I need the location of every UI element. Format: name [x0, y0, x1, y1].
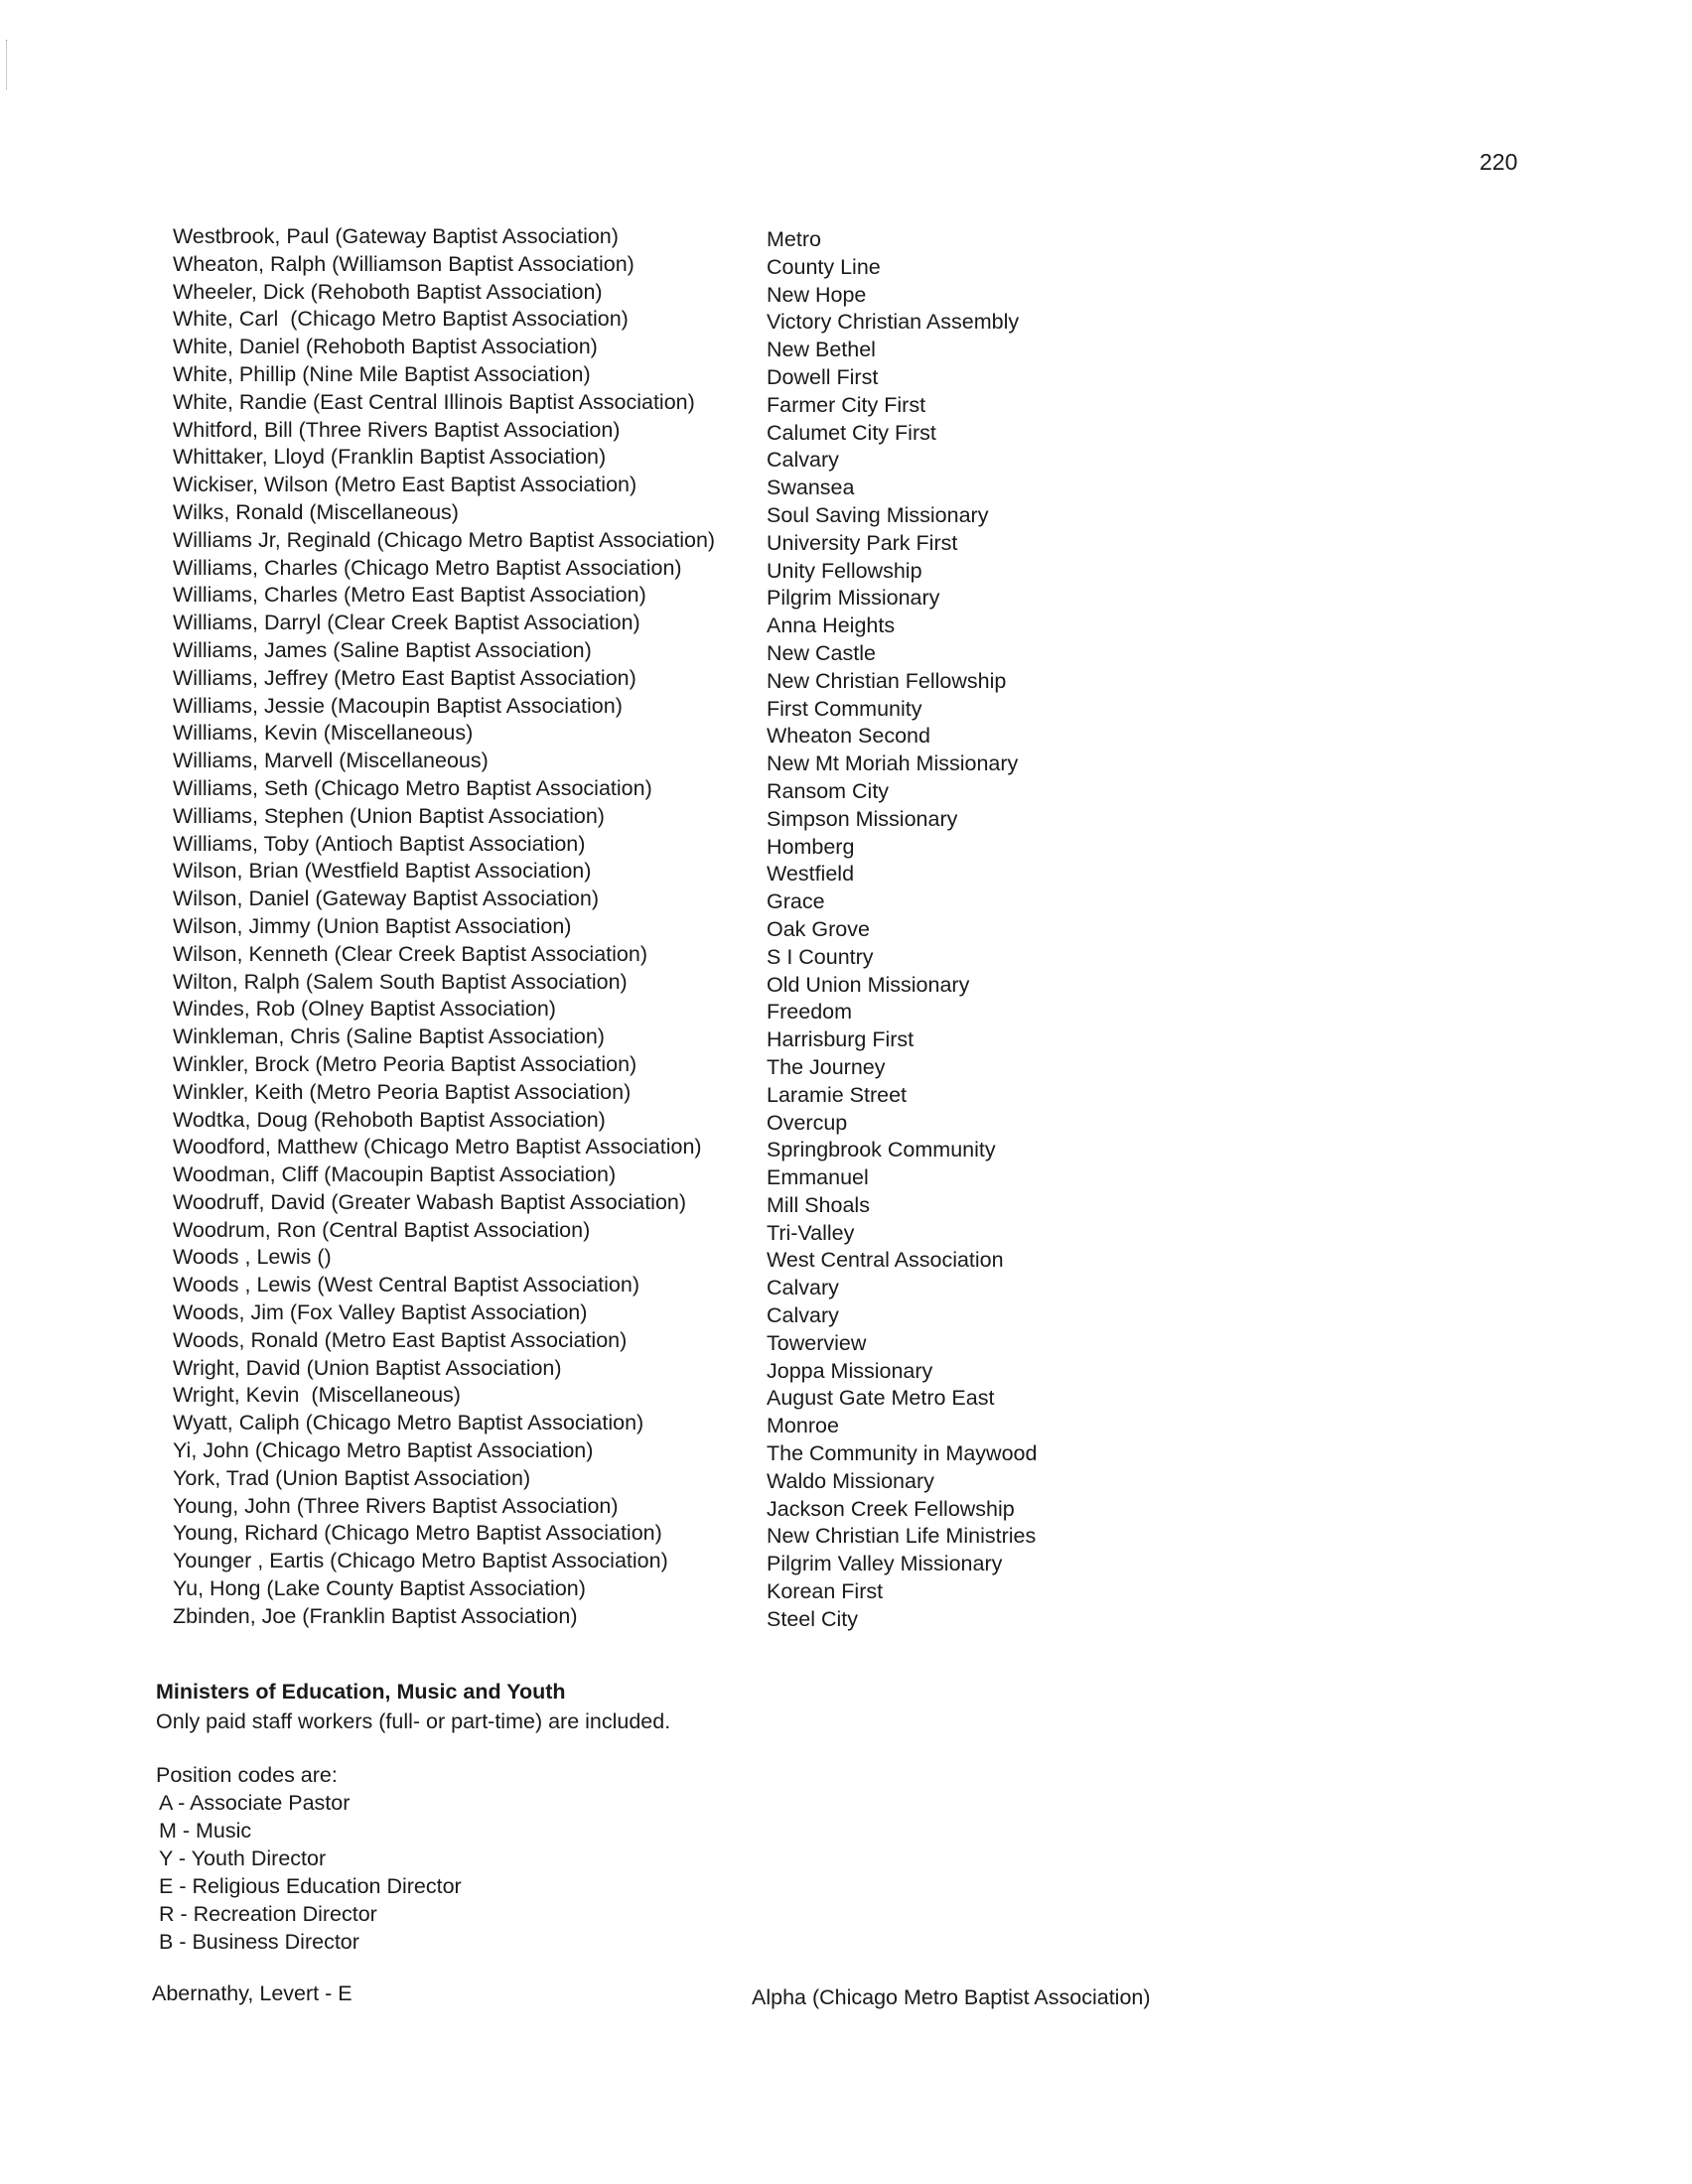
church-name: Laramie Street: [767, 1082, 908, 1107]
church-name: First Community: [767, 696, 922, 721]
church-name: Simpson Missionary: [767, 806, 958, 831]
church-name: Steel City: [767, 1606, 859, 1631]
church-name: Pilgrim Valley Missionary: [767, 1552, 1003, 1576]
pastor-name: Winkler, Brock (Metro Peoria Baptist Association): [173, 1051, 637, 1076]
church-name: Homberg: [767, 834, 855, 859]
church-name: The Journey: [767, 1054, 886, 1079]
church-name: Pilgrim Missionary: [767, 586, 940, 611]
position-codes-intro: Position codes are:: [156, 1763, 338, 1787]
church-name: Westfield: [767, 862, 855, 887]
pastor-name: Williams Jr, Reginald (Chicago Metro Baptist Association): [173, 527, 716, 552]
church-name: Waldo Missionary: [767, 1468, 934, 1493]
pastor-name: Woods , Lewis (): [173, 1245, 332, 1270]
pastor-name: Williams, Charles (Metro East Baptist Association): [173, 583, 646, 608]
church-name: New Mt Moriah Missionary: [767, 751, 1019, 776]
church-name: Joppa Missionary: [767, 1358, 933, 1383]
church-name: Dowell First: [767, 364, 879, 389]
pastor-name: Winkler, Keith (Metro Peoria Baptist Association): [173, 1079, 632, 1104]
pastor-name: Wilson, Jimmy (Union Baptist Association): [173, 913, 572, 938]
pastor-name: Williams, James (Saline Baptist Association): [173, 637, 592, 662]
church-name: Farmer City First: [767, 392, 926, 417]
pastor-name: Westbrook, Paul (Gateway Baptist Association): [173, 224, 619, 248]
church-name: Freedom: [767, 1000, 853, 1024]
church-name: New Hope: [767, 282, 867, 307]
pastor-name: Woods, Ronald (Metro East Baptist Association): [173, 1327, 628, 1352]
church-name: Soul Saving Missionary: [767, 502, 989, 527]
church-name: West Central Association: [767, 1248, 1004, 1273]
position-code: M - Music: [159, 1819, 252, 1843]
church-name: Swansea: [767, 476, 855, 500]
church-name: Victory Christian Assembly: [767, 310, 1020, 335]
pastor-name: Williams, Jeffrey (Metro East Baptist Association): [173, 665, 636, 690]
pastor-name: Wilton, Ralph (Salem South Baptist Association): [173, 969, 628, 994]
church-name: Overcup: [767, 1110, 848, 1135]
church-name: Oak Grove: [767, 916, 870, 941]
church-name: Calumet City First: [767, 420, 936, 445]
pastor-name: Woodford, Matthew (Chicago Metro Baptist Association): [173, 1135, 702, 1160]
pastor-name: Woodrum, Ron (Central Baptist Association): [173, 1217, 591, 1242]
church-name: Tri-Valley: [767, 1220, 855, 1245]
church-name: New Christian Life Ministries: [767, 1524, 1037, 1549]
church-name: Korean First: [767, 1579, 884, 1604]
position-code: R - Recreation Director: [159, 1902, 377, 1926]
pastor-name: Woods, Jim (Fox Valley Baptist Association): [173, 1300, 588, 1325]
pastor-name: Williams, Stephen (Union Baptist Association): [173, 803, 605, 828]
church-name: New Bethel: [767, 338, 876, 362]
position-code: E - Religious Education Director: [159, 1874, 462, 1898]
pastor-name: Williams, Kevin (Miscellaneous): [173, 721, 474, 746]
church-name: Mill Shoals: [767, 1192, 870, 1217]
pastor-name: Wodtka, Doug (Rehoboth Baptist Association): [173, 1107, 606, 1132]
church-name: The Community in Maywood: [767, 1441, 1038, 1466]
position-code: B - Business Director: [159, 1930, 359, 1954]
pastor-name: Yi, John (Chicago Metro Baptist Association): [173, 1438, 594, 1463]
pastor-name: Woodman, Cliff (Macoupin Baptist Association): [173, 1162, 617, 1187]
pastor-name: Whittaker, Lloyd (Franklin Baptist Association): [173, 445, 607, 470]
section-title: Ministers of Education, Music and Youth: [156, 1680, 566, 1704]
pastor-name: Williams, Toby (Antioch Baptist Association): [173, 831, 586, 856]
church-name: Unity Fellowship: [767, 558, 922, 583]
pastor-name: Young, Richard (Chicago Metro Baptist Association): [173, 1521, 662, 1546]
church-name: Metro: [767, 227, 821, 251]
pastor-name: Williams, Darryl (Clear Creek Baptist Association): [173, 611, 640, 635]
church-name: New Christian Fellowship: [767, 668, 1007, 693]
church-name: Calvary: [767, 448, 839, 473]
pastor-name: Younger , Eartis (Chicago Metro Baptist Association): [173, 1549, 668, 1573]
position-codes-list: [159, 1789, 462, 1956]
pastor-name: Wickiser, Wilson (Metro East Baptist Association): [173, 473, 637, 497]
pastor-name: Zbinden, Joe (Franklin Baptist Association): [173, 1603, 578, 1628]
church-name: Wheaton Second: [767, 724, 930, 749]
church-name: University Park First: [767, 530, 958, 555]
church-name: Anna Heights: [767, 614, 896, 638]
church-name: S I Country: [767, 944, 874, 969]
pastor-name: Windes, Rob (Olney Baptist Association): [173, 997, 556, 1022]
pastor-name: Wilson, Brian (Westfield Baptist Association): [173, 859, 592, 884]
staff-entry-name: Abernathy, Levert - E: [152, 1981, 352, 2005]
church-name: Towerview: [767, 1330, 867, 1355]
church-name: Ransom City: [767, 778, 890, 803]
page-number: 220: [1480, 149, 1518, 175]
pastor-name: Williams, Charles (Chicago Metro Baptist Association): [173, 555, 682, 580]
pastor-name: Wright, Kevin (Miscellaneous): [173, 1383, 461, 1408]
scan-edge-mark: [6, 40, 8, 89]
pastor-name: Williams, Marvell (Miscellaneous): [173, 749, 489, 773]
pastor-name: Wilson, Kenneth (Clear Creek Baptist Association): [173, 941, 647, 966]
church-name: New Castle: [767, 640, 876, 665]
pastor-name: White, Phillip (Nine Mile Baptist Association): [173, 361, 591, 386]
pastor-name: Woodruff, David (Greater Wabash Baptist Association): [173, 1189, 687, 1214]
pastor-name: White, Daniel (Rehoboth Baptist Association): [173, 335, 598, 359]
church-name: Springbrook Community: [767, 1138, 996, 1162]
church-name: Grace: [767, 889, 825, 914]
pastor-name: Whitford, Bill (Three Rivers Baptist Association): [173, 417, 621, 442]
church-names-column: [767, 226, 1037, 1634]
church-name: Harrisburg First: [767, 1027, 915, 1052]
staff-entry-church: Alpha (Chicago Metro Baptist Association): [752, 1985, 1151, 2009]
pastor-name: Williams, Jessie (Macoupin Baptist Association): [173, 693, 623, 718]
pastor-name: White, Carl (Chicago Metro Baptist Association): [173, 307, 629, 332]
pastor-name: Wyatt, Caliph (Chicago Metro Baptist Association): [173, 1411, 644, 1435]
church-name: Calvary: [767, 1303, 839, 1328]
church-name: August Gate Metro East: [767, 1386, 995, 1411]
pastor-name: Young, John (Three Rivers Baptist Association): [173, 1493, 619, 1518]
section-note: Only paid staff workers (full- or part-time) are included.: [156, 1709, 671, 1733]
pastor-name: Wilks, Ronald (Miscellaneous): [173, 499, 459, 524]
pastor-name: White, Randie (East Central Illinois Baptist Association): [173, 389, 695, 414]
church-name: County Line: [767, 254, 881, 279]
position-code: A - Associate Pastor: [159, 1791, 351, 1815]
pastor-name: Woods , Lewis (West Central Baptist Association): [173, 1273, 640, 1297]
pastor-name: Wright, David (Union Baptist Association): [173, 1355, 562, 1380]
pastor-name: Williams, Seth (Chicago Metro Baptist Association): [173, 775, 652, 800]
pastor-name: Wheeler, Dick (Rehoboth Baptist Association): [173, 279, 603, 304]
church-name: Calvary: [767, 1276, 839, 1300]
church-name: Old Union Missionary: [767, 972, 970, 997]
pastor-name: Yu, Hong (Lake County Baptist Association): [173, 1576, 586, 1601]
position-code: Y - Youth Director: [159, 1846, 327, 1870]
pastor-names-column: [173, 223, 715, 1631]
pastor-name: York, Trad (Union Baptist Association): [173, 1465, 531, 1490]
pastor-name: Wilson, Daniel (Gateway Baptist Association): [173, 887, 599, 911]
church-name: Jackson Creek Fellowship: [767, 1496, 1015, 1521]
pastor-name: Winkleman, Chris (Saline Baptist Association): [173, 1024, 605, 1049]
church-name: Monroe: [767, 1414, 839, 1438]
pastor-name: Wheaton, Ralph (Williamson Baptist Association): [173, 251, 634, 276]
church-name: Emmanuel: [767, 1165, 869, 1190]
